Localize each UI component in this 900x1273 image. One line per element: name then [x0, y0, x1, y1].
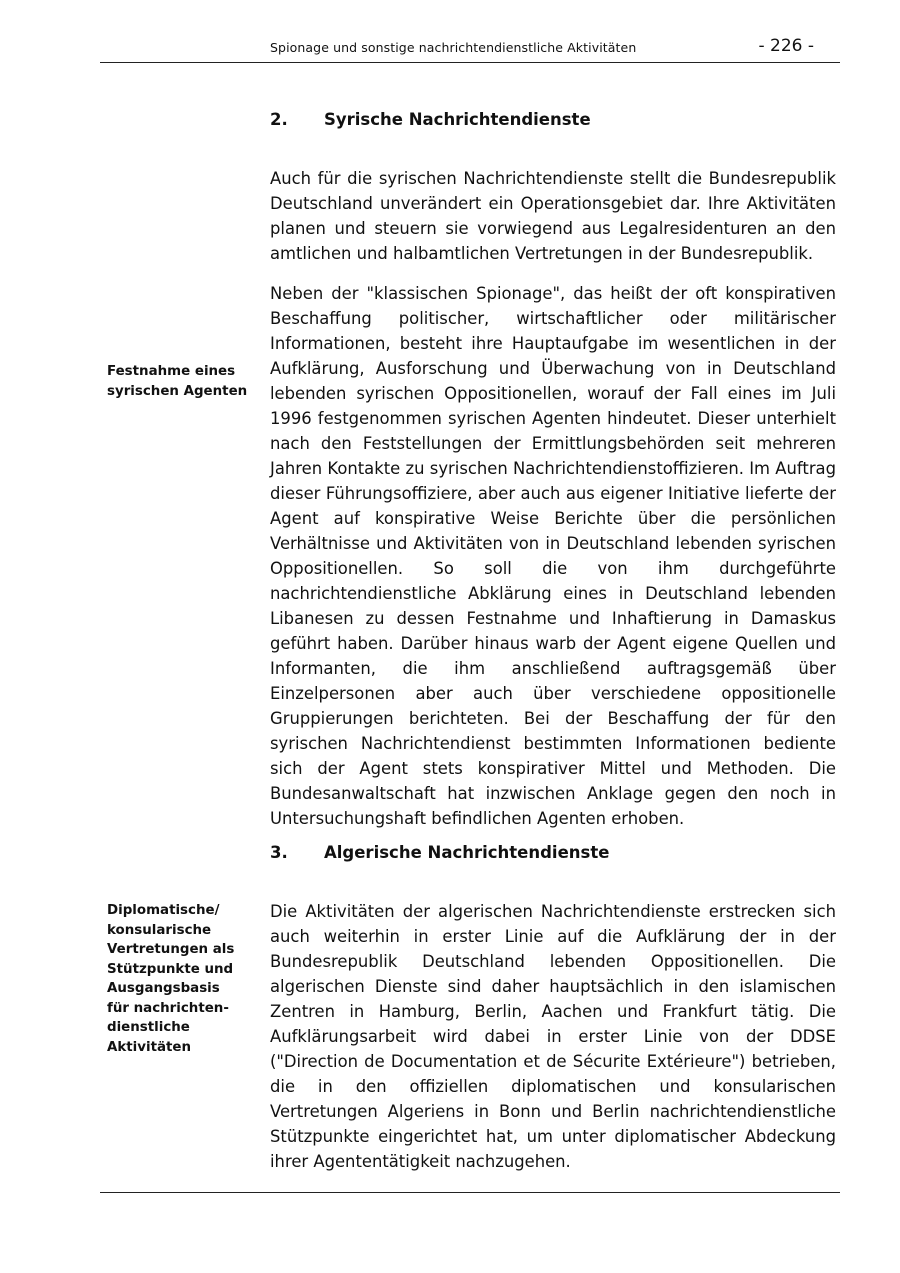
section-title: Algerische Nachrichtendienste — [324, 843, 610, 862]
section-number: 2. — [270, 110, 288, 129]
running-header-title: Spionage und sonstige nachrichtendienstliche Aktivitäten — [270, 40, 637, 55]
paragraph: Die Aktivitäten der algerischen Nachrichtendienste erstrecken sich auch weiterhin in erster Linie auf die Aufklärung der in der Bundesrepublik Deutschland lebenden Oppositionellen. Die algerischen Dienste sind daher hauptsächlich in den islamischen Zentren in Hamburg, Berlin, Aachen und Frankfurt tätig. Die Aufklärungsarbeit wird dabei in erster Linie von der DDSE ("Direction de Documentation et de Sécurite Extérieure") betrieben, die in den offiziellen diplomatischen und konsularischen Vertretungen Algeriens in Bonn und Berlin nachrichtendienstliche Stützpunkte eingerichtet hat, um unter diplomatischer Abdeckung ihrer Agententätigkeit nachzugehen. — [270, 902, 836, 1171]
footer-rule — [100, 1192, 840, 1193]
paragraph: Neben der "klassischen Spionage", das heißt der oft konspirativen Beschaffung politischer, wirtschaftlicher oder militärischer Informationen, besteht ihre Hauptaufgabe im wesentlichen in der Aufklärung, Ausforschung und Überwachung von in Deutschland lebenden syrischen Oppositionellen, worauf der Fall eines im Juli 1996 festgenommen syrischen Agenten hindeutet. Dieser unterhielt nach den Feststellungen der Ermittlungsbehörden seit mehreren Jahren Kontakte zu syrischen Nachrichtendienstoffizieren. Im Auftrag dieser Führungsoffiziere, aber auch aus eigener Initiative lieferte der Agent auf konspirative Weise Berichte über die persönlichen Verhältnisse und Aktivitäten von in Deutschland lebenden syrischen Oppositionellen. So soll die von ihm durchgeführte nachrichtendienstliche Abklärung eines in Deutschland lebenden Libanesen zu dessen Festnahme und Inhaftierung in Damaskus geführt haben. Darüber hinaus warb der Agent eigene Quellen und Informanten, die ihm anschließend auftragsgemäß über Einzelpersonen aber auch über verschiedene oppositionelle Gruppierungen berichteten. Bei der Beschaffung der für den syrischen Nachrichtendienst bestimmten Informationen bediente sich der Agent stets konspirativer Mittel und Methoden. Die Bundesanwaltschaft hat inzwischen Anklage gegen den noch in Untersuchungshaft befindlichen Agenten erhoben. — [270, 284, 836, 828]
section-title: Syrische Nachrichtendienste — [324, 110, 591, 129]
page-header — [100, 34, 840, 63]
page-number: - 226 - — [758, 36, 814, 56]
section-heading-syrian — [270, 110, 591, 129]
margin-note-diplomatic: Diplomatische/ konsularische Vertretungen als Stützpunkte und Ausgangsbasis für nachrichten- dienstliche Aktivitäten — [107, 903, 235, 1055]
section-number: 3. — [270, 843, 288, 862]
section-heading-algerian — [270, 843, 609, 862]
margin-note-arrest: Festnahme eines syrischen Agenten — [107, 364, 248, 399]
paragraph: Auch für die syrischen Nachrichtendienste stellt die Bundesrepublik Deutschland unverändert ein Operationsgebiet dar. Ihre Aktivitäten planen und steuern sie vorwiegend aus Legalresidenturen an den amtlichen und halbamtlichen Vertretungen in der Bundesrepublik. — [270, 169, 836, 263]
